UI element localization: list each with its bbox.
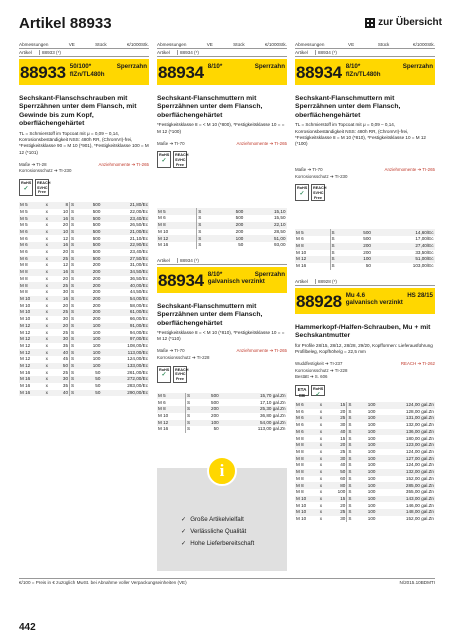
corrosion-link[interactable]: Korrosionsschutz ➔ TI-228	[157, 355, 210, 361]
table-row: M 12 S 100 51,00	[158, 235, 286, 241]
article-info: 8/10* galvanisch verzinkt Sperrzahn	[207, 270, 285, 286]
article-box	[295, 288, 435, 314]
table-row: M 10 x 20 S 100 146,00 gal.Zn	[296, 502, 434, 508]
table-row: M 10 S 200 33,50/Ec	[296, 249, 434, 255]
article-row: Artikel 88928 (*)	[295, 278, 435, 286]
table-row: M 16 S 50 103,00/Ec	[296, 263, 434, 269]
product-meta	[157, 141, 287, 148]
table-row: M 5 x 10 S 500 22,00/Ec	[20, 208, 148, 214]
article-box	[295, 59, 435, 85]
column-88933	[19, 42, 149, 396]
check-icon: ✓	[23, 185, 29, 192]
overview-label: zur Übersicht	[378, 17, 442, 28]
check-icon: ✓	[299, 191, 305, 198]
article-box	[157, 267, 287, 293]
price-table	[19, 202, 149, 396]
table-row: M 8 x 15 S 100 180,00 gal.Zn	[296, 435, 434, 441]
table-row: M 8 x 12 S 200 31,00/Ec	[20, 262, 148, 268]
product-description: *Festigkeitsklasse 8 = < M 10 (*800), *Festigkeitsklasse 10 = = M 12 (*100)	[157, 122, 285, 134]
column-88934-flzn	[295, 42, 435, 522]
table-row: M 8 x 20 S 100 123,00 gal.Zn	[296, 442, 434, 448]
table-row: M 8 x 80 S 100 285,00 gal.Zn	[296, 482, 434, 488]
benefit-item: ✓ Hohe Lieferbereitschaft	[181, 539, 255, 547]
article-number: 88934	[158, 63, 204, 82]
table-row: M 12 x 30 S 100 97,00/Ec	[20, 336, 148, 342]
table-row: M 8 x 25 S 100 124,00 gal.Zn	[296, 448, 434, 454]
reach-badge: REACH SVHC Free	[175, 367, 189, 382]
table-row: M 8 x 30 S 200 44,50/Ec	[20, 289, 148, 295]
table-row: M 12 S 100 54,00 gal.Zn	[158, 419, 286, 425]
overview-link[interactable]	[365, 17, 442, 28]
table-row: M 12 x 45 S 100 124,00/Ec	[20, 356, 148, 362]
reach-link[interactable]: REACH ➔ TI-262	[400, 360, 435, 366]
table-row: M 6 x 20 S 500 23,40/Ec	[20, 249, 148, 255]
table-row: M 16 x 30 S 50 272,00/Ec	[20, 376, 148, 382]
table-row: M 6 S 500 17,00/Ec	[296, 236, 434, 242]
table-row: M 6 x 15 S 100 124,00 gal.Zn	[296, 402, 434, 408]
benefit-item: ✓ Verlässliche Qualität	[181, 527, 247, 535]
table-row: M 6 S 500 17,10 gal.Zn	[158, 399, 286, 405]
article-row: Artikel 88934 (*)	[295, 49, 435, 57]
product-meta	[19, 162, 149, 169]
info-box	[157, 461, 287, 571]
torque-link[interactable]: Anziehmomente ➔ TI-265	[236, 348, 287, 354]
table-row: M 5 S 500 15,70 gal.Zn	[158, 392, 286, 398]
table-row: M 8 x 20 S 200 36,50/Ec	[20, 275, 148, 281]
article-number: 88934	[158, 270, 204, 290]
column-header: Abmessungen VE Stück €/1000Stk.	[19, 42, 149, 47]
table-row: M 8 x 40 S 100 124,00 gal.Zn	[296, 462, 434, 468]
table-row: M 8 S 200 27,40/Ec	[296, 243, 434, 249]
product-title: Sechskant-Flanschmuttern mit Sperrzähnen unter dem Flansch, oberflächengehärtet	[157, 302, 263, 327]
badges	[157, 151, 287, 168]
table-row: M 8 S 200 25,30 gal.Zn	[158, 406, 286, 412]
article-box	[19, 59, 149, 85]
check-icon: ✓	[161, 372, 167, 379]
product-meta	[295, 167, 435, 174]
table-row: M 12 x 20 S 100 91,00/Ec	[20, 322, 148, 328]
table-row: M 10 S 200 28,50	[158, 228, 286, 234]
table-row: M 8 S 200 22,10	[158, 222, 286, 228]
rohs-badge: RoHS ✓	[157, 151, 171, 168]
table-row: M 6 x 12 S 500 21,10/Ec	[20, 235, 148, 241]
table-row: M 16 S 50 93,00	[158, 242, 286, 248]
reach-badge: REACH SVHC Free	[313, 186, 327, 200]
table-row: M 10 x 25 S 100 148,00 gal.Zn	[296, 509, 434, 515]
article-number: 88928	[296, 291, 342, 311]
dimensions-link[interactable]: Maße ➔ TI-28	[19, 161, 47, 167]
table-row: M 6 x 16 S 500 22,90/Ec	[20, 242, 148, 248]
corrosion-link[interactable]: Korrosionsschutz ➔ TI-230	[295, 173, 348, 179]
product-description: *Festigkeitsklasse 8 = < M 10 (*810), *Festigkeitsklasse 10 = = M 12 (*110)	[157, 330, 285, 342]
table-row: M 5 S 500 15,10	[158, 208, 286, 214]
product-meta	[295, 361, 435, 368]
table-row: M 8 x 25 S 200 40,00/Ec	[20, 282, 148, 288]
rohs-badge: RoHS ✓	[157, 366, 171, 383]
badges	[295, 184, 435, 201]
table-row: M 8 x 16 S 200 34,50/Ec	[20, 269, 148, 275]
table-row: M 6 x 40 S 100 136,00 gal.Zn	[296, 428, 434, 434]
product-meta	[157, 348, 287, 355]
corrosion-link[interactable]: Korrosionsschutz ➔ TI-228	[295, 367, 348, 373]
table-row: M 6 x 20 S 100 128,00 gal.Zn	[296, 408, 434, 414]
article-number: 88934	[296, 63, 342, 82]
dimensions-link[interactable]: Maße ➔ TI-70	[295, 167, 323, 173]
table-row: M 16 x 40 S 50 290,00/Ec	[20, 389, 148, 395]
table-row: M 6 S 500 15,50	[158, 215, 286, 221]
footnote: €/100 = Preis in € zuzüglich MwSt. bei Abnahme voller Verpackungseinheiten (VE) N/2015.10BDMTI	[19, 580, 435, 585]
reach-badge: REACH SVHC Free	[175, 153, 189, 167]
dimensions-link[interactable]: Maße ➔ TI-70	[157, 140, 185, 146]
article-row: Artikel 88934 (*)	[157, 49, 287, 57]
dimensions-link[interactable]: Maße ➔ TI-70	[157, 348, 185, 354]
rohs-badge: RoHS ✓	[19, 179, 33, 196]
table-row: M 12 x 25 S 100 94,00/Ec	[20, 329, 148, 335]
check-icon: ✓	[181, 527, 187, 535]
article-info: 8/10* Sperrzahn	[207, 63, 285, 70]
grid-icon	[365, 18, 375, 28]
table-row: M 12 x 40 S 100 113,00/Ec	[20, 349, 148, 355]
product-description: für Profile 28/15, 28/12, 28/28, 29/20, Kopfformen: Lieferausführung Profilbeleg, Kopfhöhe/g = 22,5 mm	[295, 342, 433, 354]
table-row: M 6 x 30 S 100 132,00 gal.Zn	[296, 422, 434, 428]
table-row: M 8 x 50 S 100 132,00 gal.Zn	[296, 469, 434, 475]
table-row: M 10 x 30 S 100 152,00 gal.Zn	[296, 516, 434, 522]
table-row: M 6 x 10 S 500 21,00/Ec	[20, 228, 148, 234]
table-row: M 6 x 25 S 500 27,50/Ec	[20, 255, 148, 261]
rohs-badge: RoHS ✓	[313, 386, 324, 398]
table-row: M 5 x 8 S 500 21,80/Ec	[20, 202, 148, 208]
table-row: M 10 x 16 S 200 54,00/Ec	[20, 296, 148, 301]
table-row: M 16 x 25 S 50 261,00/Ec	[20, 369, 148, 375]
price-table	[295, 229, 435, 269]
table-row: M 6 x 25 S 100 131,00 gal.Zn	[296, 415, 434, 421]
page-title: Artikel 88933	[19, 15, 112, 32]
corrosion-link[interactable]: Korrosionsschutz ➔ TI-230	[19, 168, 72, 174]
table-row: M 8 x 100 S 100 355,00 gal.Zn	[296, 489, 434, 495]
strength-link[interactable]: Wuddfestigkeit ➔ TI-237	[295, 360, 343, 366]
article-info: 50/100* flZn/TL480h Sperrzahn	[69, 63, 147, 78]
page-number: 442	[19, 622, 36, 633]
badges	[157, 366, 287, 383]
check-icon: ✓	[181, 539, 187, 547]
product-title: Hammerkopf-/Halfen-Schrauben, Mu + mit Sechskantmutter	[295, 323, 431, 340]
product-title: Sechskant-Flanschschrauben mit Sperrzähnen unter dem Flansch, mit Gewinde bis zum Kopf, oberflächengehärtet	[19, 95, 137, 128]
badges	[19, 179, 149, 196]
article-number: 88933	[20, 63, 66, 82]
article-info: Mu 4.6 galvanisch verzinkt HS 28/15	[345, 291, 433, 307]
price-table	[157, 208, 287, 248]
table-row: M 16 x 35 S 50 283,00/Ec	[20, 383, 148, 389]
reach-badge: REACH SVHC Free	[37, 180, 51, 195]
table-row: M 5 x 20 S 500 26,50/Ec	[20, 222, 148, 228]
product-description: TL = Schmierstoff im Topcoat mit μ = 0,09 – 0,14, Korrosionsbeständigkeit NSS: 480h RR, (ChromVI)-frei, *Festigkeitsklasse 8 = M 10 (*810), *Festigkeitsklasse 10 = M 12 (*100)	[295, 122, 426, 147]
table-row: M 10 x 20 S 200 58,00/Ec	[20, 302, 148, 308]
product-description: TL = Schmierstoff im Topcoat mit μ = 0,09 – 0,14, Korrosionsbeständigkeit NSS: 480h RR, (ChromVI)-frei, *Festigkeitsklasse 90 = M 10 (*901), *Festigkeitsklasse 100 = M 12 (*101)	[19, 130, 149, 155]
table-row: M 10 x 25 S 200 61,00/Ec	[20, 309, 148, 315]
table-row: M 8 x 60 S 100 152,00 gal.Zn	[296, 475, 434, 481]
benefit-item: ✓ Große Artikelvielfalt	[181, 516, 244, 523]
table-row: M 12 S 100 51,00/Ec	[296, 256, 434, 262]
check-icon: ✓	[161, 158, 167, 165]
article-info: 8/10* flZn/TL480h Sperrzahn	[345, 63, 433, 78]
torque-link[interactable]: Anziehmomente ➔ TI-265	[384, 167, 435, 173]
price-table	[295, 402, 435, 523]
table-row: M 10 x 30 S 200 66,00/Ec	[20, 316, 148, 322]
price-table	[157, 393, 287, 433]
check-icon: ✓	[181, 516, 187, 523]
column-header: Abmessungen VE Stück €/1000Stk.	[157, 42, 287, 47]
product-title: Sechskant-Flanschmuttern mit Sperrzähnen unter dem Flansch, oberflächengehärtet	[157, 95, 263, 119]
table-row: M 5 S 500 14,60/Ec	[296, 229, 434, 235]
table-row: M 12 x 50 S 100 133,00/Ec	[20, 363, 148, 369]
torque-link[interactable]: Anziehmomente ➔ TI-265	[98, 161, 149, 167]
product-title: Sechskant-Flanschmuttern mit Sperrzähnen unter dem Flansch, oberflächengehärtet	[295, 95, 401, 119]
benefits-list	[181, 514, 254, 549]
column-header: Abmessungen VE Stück €/1000Stk.	[295, 42, 435, 47]
article-row: Artikel 88934 (*)	[157, 257, 287, 265]
table-row: M 8 x 30 S 100 127,00 gal.Zn	[296, 455, 434, 461]
article-row: Artikel 88933 (*)	[19, 49, 149, 57]
eta-badge: ETA CE	[295, 385, 309, 396]
table-row: M 5 x 16 S 500 23,40/Ec	[20, 215, 148, 221]
table-row: M 10 x 15 S 100 143,00 gal.Zn	[296, 495, 434, 501]
column-88934	[157, 42, 287, 433]
table-row: M 16 S 50 113,00 gal.Zn	[158, 426, 286, 432]
check-icon: ✓	[315, 391, 321, 398]
article-box	[157, 59, 287, 85]
table-row: M 12 x 35 S 100 108,00/Ec	[20, 342, 148, 348]
info-icon: i	[207, 456, 237, 486]
badges	[295, 385, 435, 396]
torque-link[interactable]: Anziehmomente ➔ TI-265	[236, 140, 287, 146]
accessory-link[interactable]: Bestätt ➔ S. 606	[295, 374, 328, 380]
table-row: M 10 S 200 36,80 gal.Zn	[158, 413, 286, 419]
rohs-badge: RoHS ✓	[295, 184, 309, 201]
